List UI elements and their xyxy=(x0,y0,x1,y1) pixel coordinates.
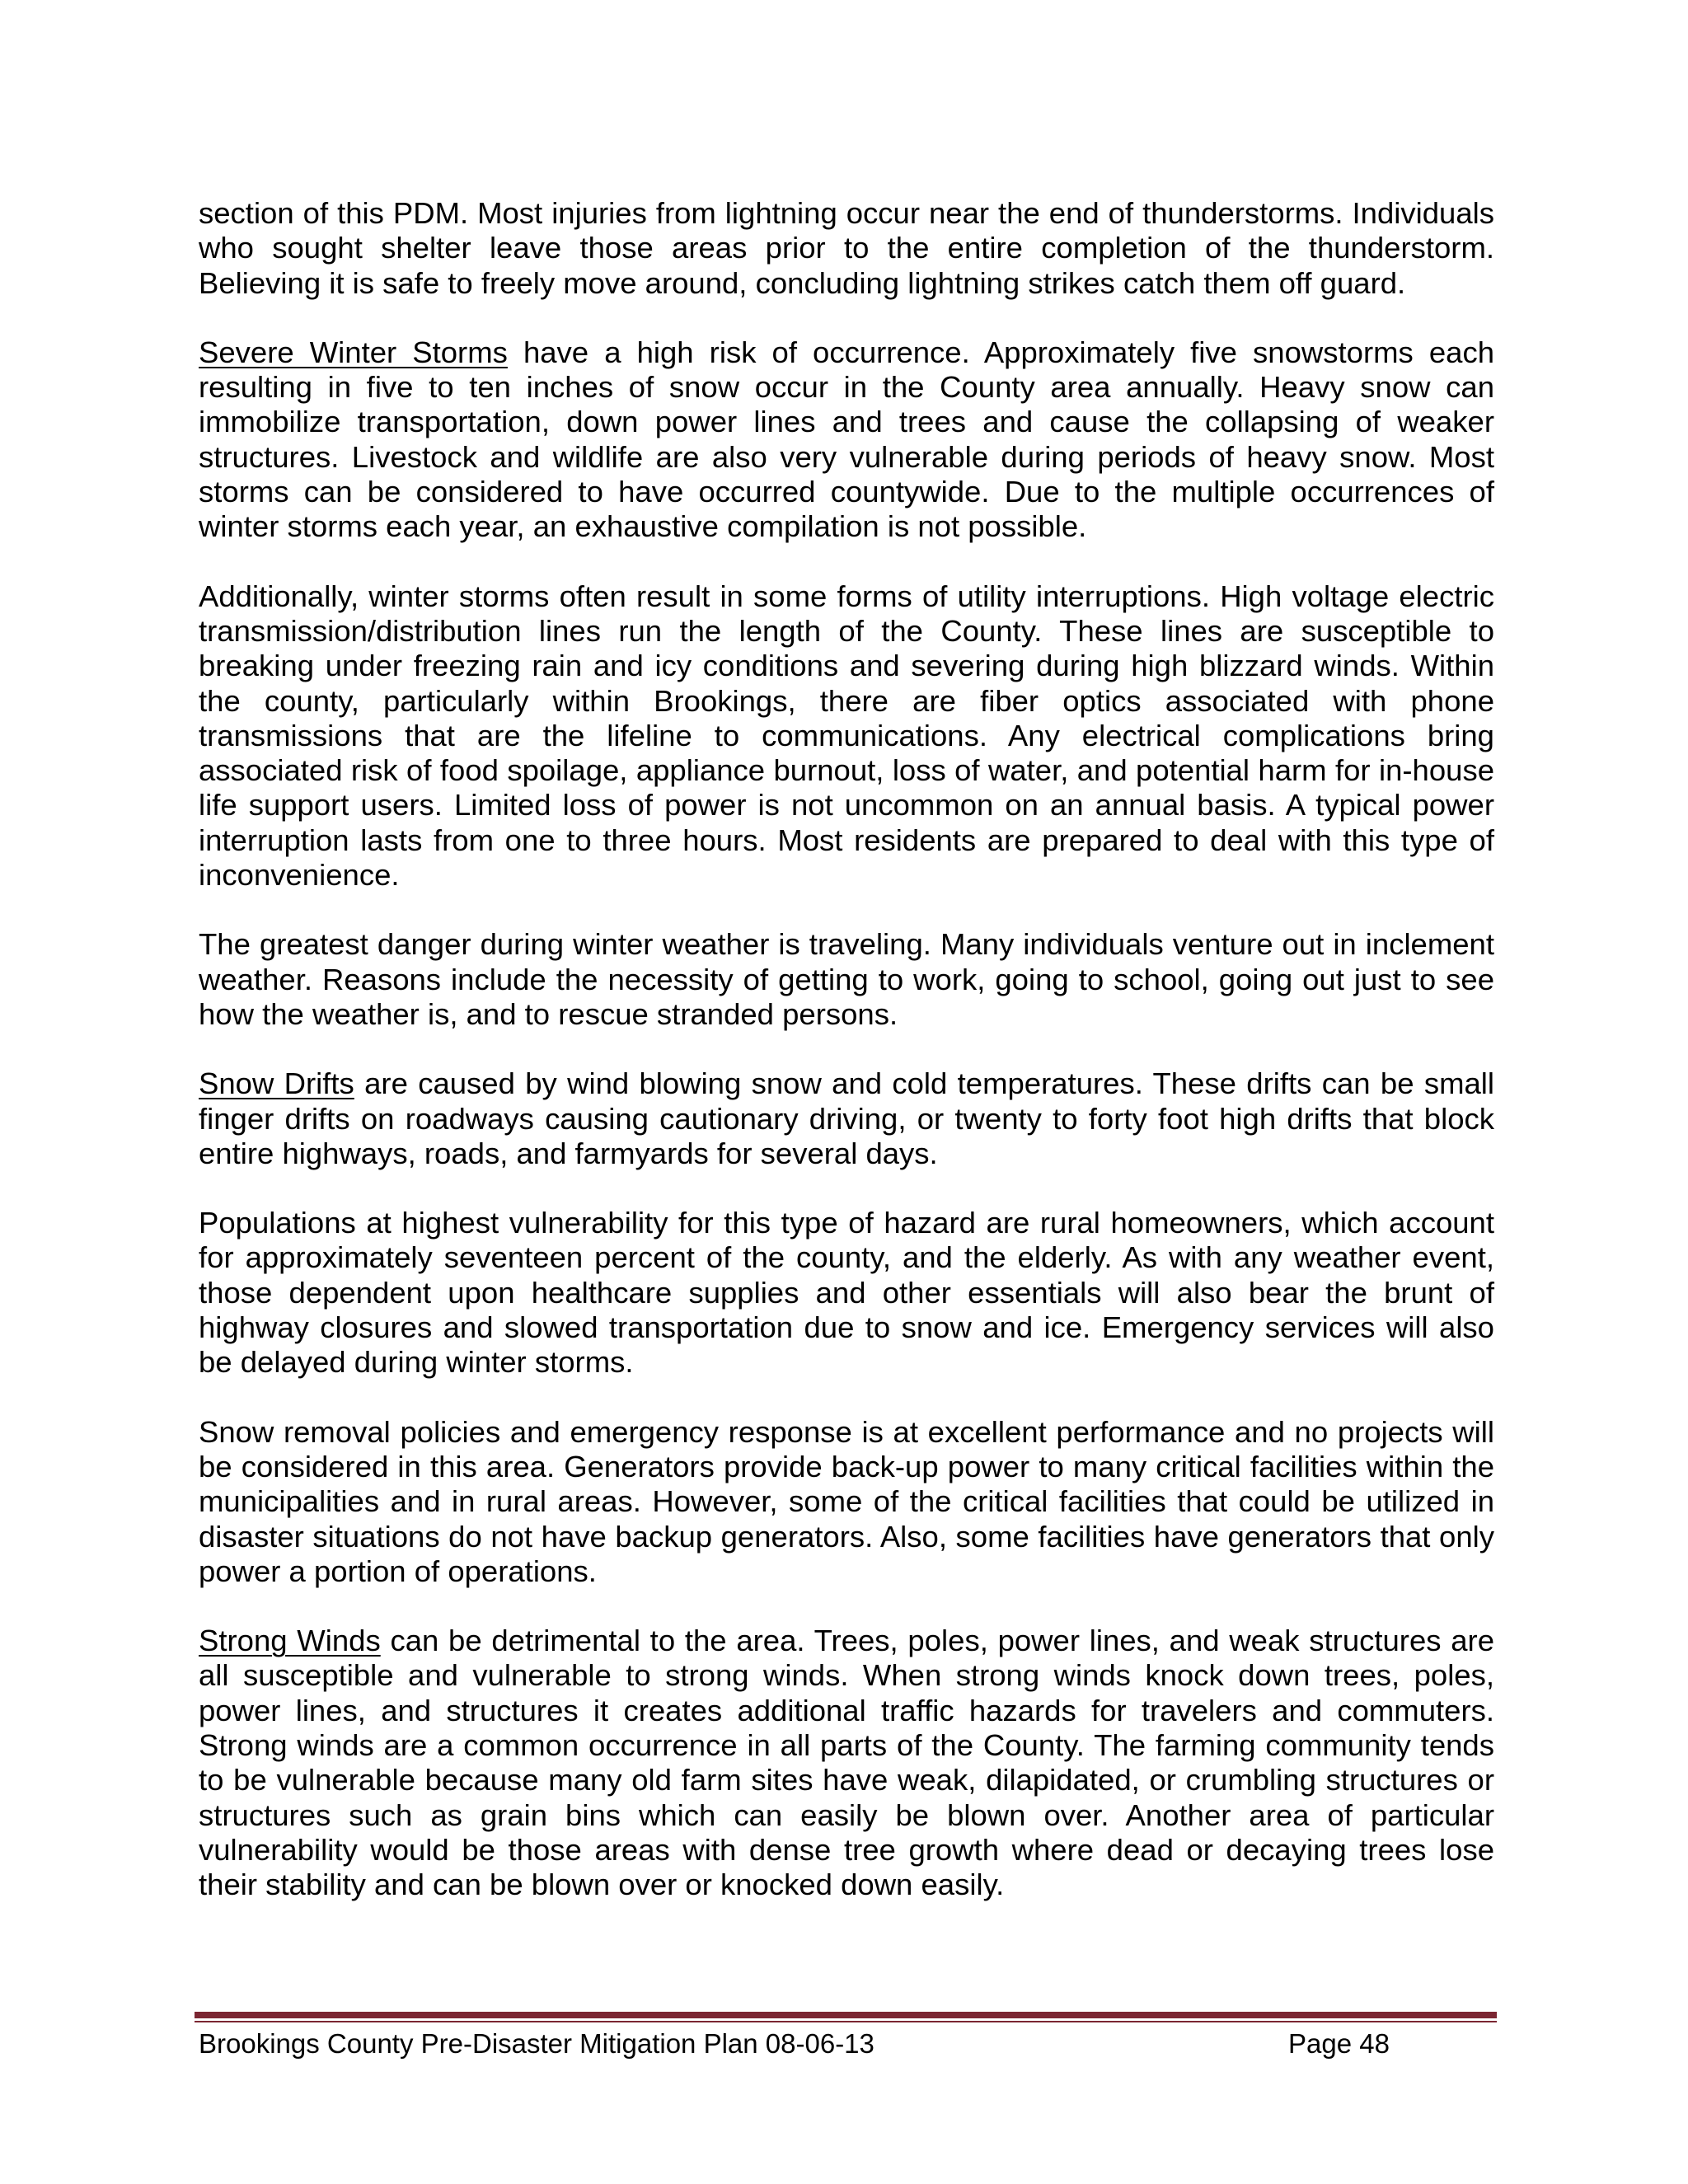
paragraph-winter-travel xyxy=(199,927,1494,1032)
strong-winds-term: Strong Winds xyxy=(199,1624,381,1658)
paragraph-text: have a high risk of occurrence. Approximately five snowstorms each resulting in five to ten inches of snow occur in the County area annually. Heavy snow can immobilize transportation, down power lines and trees and cause the collapsing of weaker structures. Livestock and wildlife are also very vulnerable during periods of heavy snow. Most storms can be considered to have occurred countywide. Due to the multiple occurrences of winter storms each year, an exhaustive compilation is not possible. xyxy=(199,335,1494,544)
paragraph-lightning-continuation xyxy=(199,196,1494,301)
footer-title: Brookings County Pre-Disaster Mitigation Plan 08-06-13 xyxy=(199,2028,874,2059)
page-number: Page 48 xyxy=(1288,2028,1390,2059)
footer-rule-thick xyxy=(195,2012,1497,2018)
footer-rule-thin xyxy=(195,2021,1497,2022)
paragraph-text: can be detrimental to the area. Trees, poles, power lines, and weak structures are all susceptible and vulnerable to strong winds. When strong winds knock down trees, poles, power lines, and structures it creates additional traffic hazards for travelers and commuters. Strong winds are a common occurrence in all parts of the County. The farming community tends to be vulnerable because many old farm sites have weak, dilapidated, or crumbling structures or structures such as grain bins which can easily be blown over. Another area of particular vulnerability would be those areas with dense tree growth where dead or decaying trees lose their stability and can be blown over or knocked down easily. xyxy=(199,1624,1495,1902)
paragraph-text: section of this PDM. Most injuries from lightning occur near the end of thunderstorms. Individuals who sought shelter leave those areas prior to the entire completion of the thunderstorm. Believing it is safe to freely move around, concluding lightning strikes catch them off guard. xyxy=(199,196,1494,300)
paragraph-utility-interruptions xyxy=(199,579,1494,893)
snow-drifts-term: Snow Drifts xyxy=(199,1066,354,1101)
paragraph-snow-drifts xyxy=(199,1066,1494,1171)
paragraph-vulnerable-populations xyxy=(199,1206,1494,1380)
paragraph-text: are caused by wind blowing snow and cold temperatures. These drifts can be small finger drifts on roadways causing cautionary driving, or twenty to forty foot high drifts that block entire highways, roads, and farmyards for several days. xyxy=(199,1066,1494,1170)
paragraph-strong-winds xyxy=(199,1624,1494,1902)
document-body xyxy=(199,196,1494,1937)
paragraph-text: Populations at highest vulnerability for this type of hazard are rural homeowners, which account for approximately seventeen percent of the county, and the elderly. As with any weather event, those dependent upon healthcare supplies and other essentials will also bear the brunt of highway closures and slowed transportation due to snow and ice. Emergency services will also be delayed during winter storms. xyxy=(199,1206,1494,1380)
paragraph-text: Snow removal policies and emergency response is at excellent performance and no projects will be considered in this area. Generators provide back-up power to many critical facilities within the municipalities and in rural areas. However, some of the critical facilities that could be utilized in disaster situations do not have backup generators. Also, some facilities have generators that only power a portion of operations. xyxy=(199,1414,1494,1588)
paragraph-text: Additionally, winter storms often result in some forms of utility interruptions. High voltage electric transmission/distribution lines run the length of the County. These lines are susceptible to breaking under freezing rain and icy conditions and severing during high blizzard winds. Within the county, particularly within Brookings, there are fiber optics associated with phone transmissions that are the lifeline to communications. Any electrical complications bring associated risk of food spoilage, appliance burnout, loss of water, and potential harm for in-house life support users. Limited loss of power is not uncommon on an annual basis. A typical power interruption lasts from one to three hours. Most residents are prepared to deal with this type of inconvenience. xyxy=(199,579,1494,893)
severe-winter-storms-term: Severe Winter Storms xyxy=(199,335,508,369)
paragraph-snow-removal xyxy=(199,1415,1494,1589)
paragraph-severe-winter-storms xyxy=(199,335,1494,545)
paragraph-text: The greatest danger during winter weather is traveling. Many individuals venture out in inclement weather. Reasons include the necessity of getting to work, going to school, going out just to see how the weather is, and to rescue stranded persons. xyxy=(199,927,1494,1031)
